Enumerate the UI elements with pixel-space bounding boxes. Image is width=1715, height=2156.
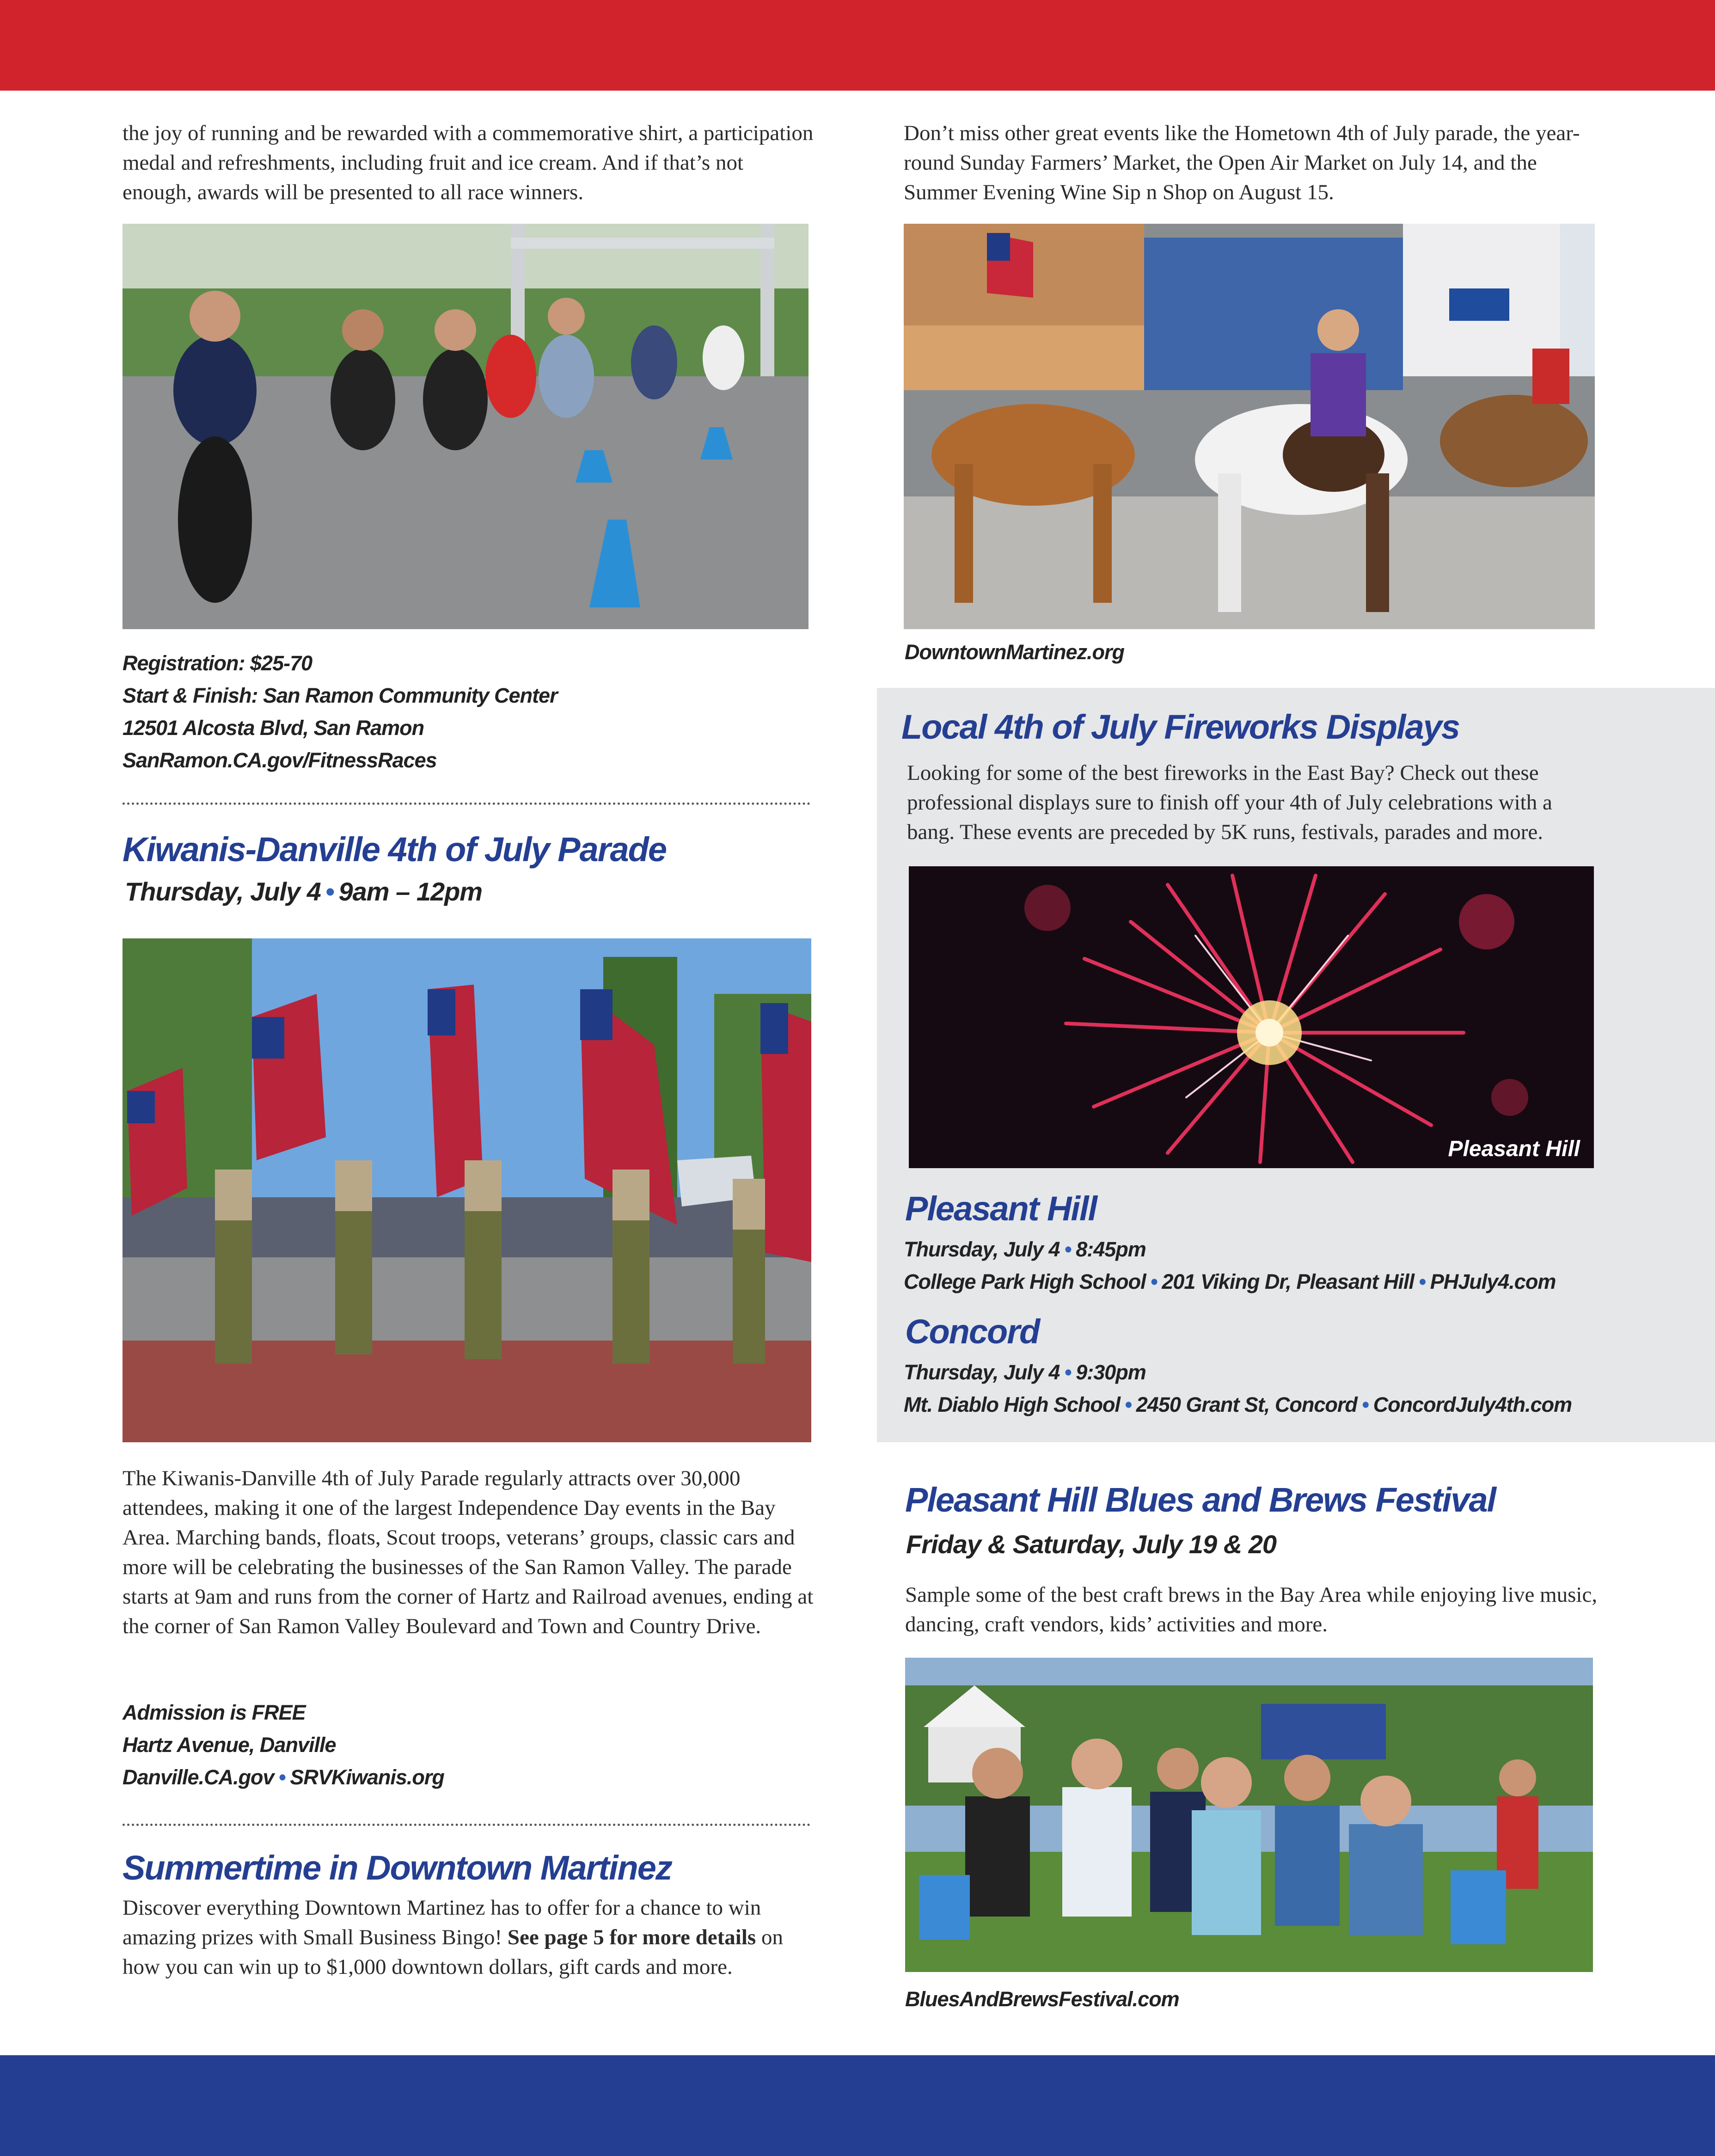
parade-datetime <box>125 876 482 908</box>
blues-brews-crowd-photo <box>905 1658 1593 1972</box>
martinez-link-block <box>905 636 1124 668</box>
separator-dot: • <box>1418 1270 1426 1293</box>
separator-dot: • <box>1064 1237 1072 1261</box>
parade-description: The Kiwanis-Danville 4th of July Parade regularly attracts over 30,000 attendees, making it one of the largest Independence Day events in the Bay Area. Marching bands, floats, Scout troops, veterans’ groups, classic cars and more will be celebrating the businesses of the San Ramon Valley. The parade starts at 9am and runs from the corner of Hartz and Railroad avenues, ending at the corner of San Ramon Valley Boulevard and Town and Country Drive. <box>122 1466 814 1638</box>
martinez-title: Summertime in Downtown Martinez <box>122 1849 672 1887</box>
martinez-parade-horses-photo <box>904 224 1595 629</box>
ph-july4-link[interactable]: PHJuly4.com <box>1430 1270 1556 1293</box>
separator-dot: • <box>1124 1393 1132 1416</box>
section-divider <box>122 802 810 805</box>
fireworks-photo-caption: Pleasant Hill <box>1448 1137 1580 1161</box>
fireworks-photo <box>909 866 1594 1168</box>
blues-brews-description: Sample some of the best craft brews in the Bay Area while enjoying live music, dancing, craft vendors, kids’ activities and more. <box>905 1583 1598 1636</box>
race-location: Start & Finish: San Ramon Community Center <box>122 684 557 707</box>
bottom-color-band <box>0 2055 1715 2156</box>
race-address: 12501 Alcosta Blvd, San Ramon <box>122 716 424 740</box>
blues-brews-website[interactable]: BluesAndBrewsFestival.com <box>905 1987 1179 2011</box>
venue-info-pleasant-hill: Thursday, July 4 • 8:45pm College Park High School • 201 Viking Dr, Pleasant Hill • PHJuly4.com <box>904 1237 1556 1293</box>
blues-brews-title: Pleasant Hill Blues and Brews Festival <box>905 1481 1496 1519</box>
parade-admission: Admission is FREE <box>122 1701 306 1724</box>
section-divider <box>122 1824 810 1826</box>
race-runners-photo <box>122 224 808 629</box>
race-website[interactable]: SanRamon.CA.gov/FitnessRaces <box>122 748 437 772</box>
martinez-website[interactable]: DowntownMartinez.org <box>905 640 1124 664</box>
parade-flags-photo <box>122 938 811 1442</box>
separator-dot: • <box>325 877 334 906</box>
venue-info-concord: Thursday, July 4 • 9:30pm Mt. Diablo High School • 2450 Grant St, Concord • ConcordJuly4th.com <box>904 1360 1572 1416</box>
martinez-events-text: Don’t miss other great events like the Hometown 4th of July parade, the year-round Sunday Farmers’ Market, the Open Air Market on July 14, and the Summer Evening Wine Sip n Shop on August 15. <box>904 121 1580 204</box>
fireworks-title: Local 4th of July Fireworks Displays <box>901 708 1459 746</box>
race-description: the joy of running and be rewarded with a commemorative shirt, a participation medal and refreshments, including fruit and ice cream. And if that’s not enough, awards will be presented to all race winners. <box>122 121 814 204</box>
parade-title: Kiwanis-Danville 4th of July Parade <box>122 830 667 869</box>
parade-location: Hartz Avenue, Danville <box>122 1733 336 1757</box>
parade-links <box>122 1761 444 1794</box>
venue-title-concord: Concord <box>905 1312 1040 1351</box>
parade-info <box>122 1697 444 1794</box>
fireworks-description: Looking for some of the best fireworks in the East Bay? Check out these professional displays sure to finish off your 4th of July celebrations with a bang. These events are preceded by 5K runs, festivals, parades and more. <box>907 761 1552 844</box>
danville-link[interactable]: Danville.CA.gov <box>122 1765 274 1789</box>
separator-dot: • <box>278 1765 286 1789</box>
top-color-band <box>0 0 1715 91</box>
venue-title-pleasant-hill: Pleasant Hill <box>905 1189 1097 1228</box>
martinez-description: Discover everything Downtown Martinez has to offer for a chance to win amazing prizes with Small Business Bingo! See page 5 for more details on how you can win up to $1,000 downtown dollars, gift cards and more. <box>122 1896 783 1979</box>
separator-dot: • <box>1064 1360 1072 1384</box>
kiwanis-link[interactable]: SRVKiwanis.org <box>290 1765 444 1789</box>
see-page-note: See page 5 for more details <box>507 1925 756 1949</box>
separator-dot: • <box>1361 1393 1369 1416</box>
parade-date: Thursday, July 4 <box>125 877 321 906</box>
concord-july4th-link[interactable]: ConcordJuly4th.com <box>1373 1393 1572 1416</box>
parade-time: 9am – 12pm <box>338 877 483 906</box>
blues-brews-date: Friday & Saturday, July 19 & 20 <box>906 1530 1277 1559</box>
blues-link-block <box>905 1983 1179 2015</box>
separator-dot: • <box>1150 1270 1158 1293</box>
race-registration: Registration: $25-70 <box>122 651 312 675</box>
race-info <box>122 647 557 777</box>
